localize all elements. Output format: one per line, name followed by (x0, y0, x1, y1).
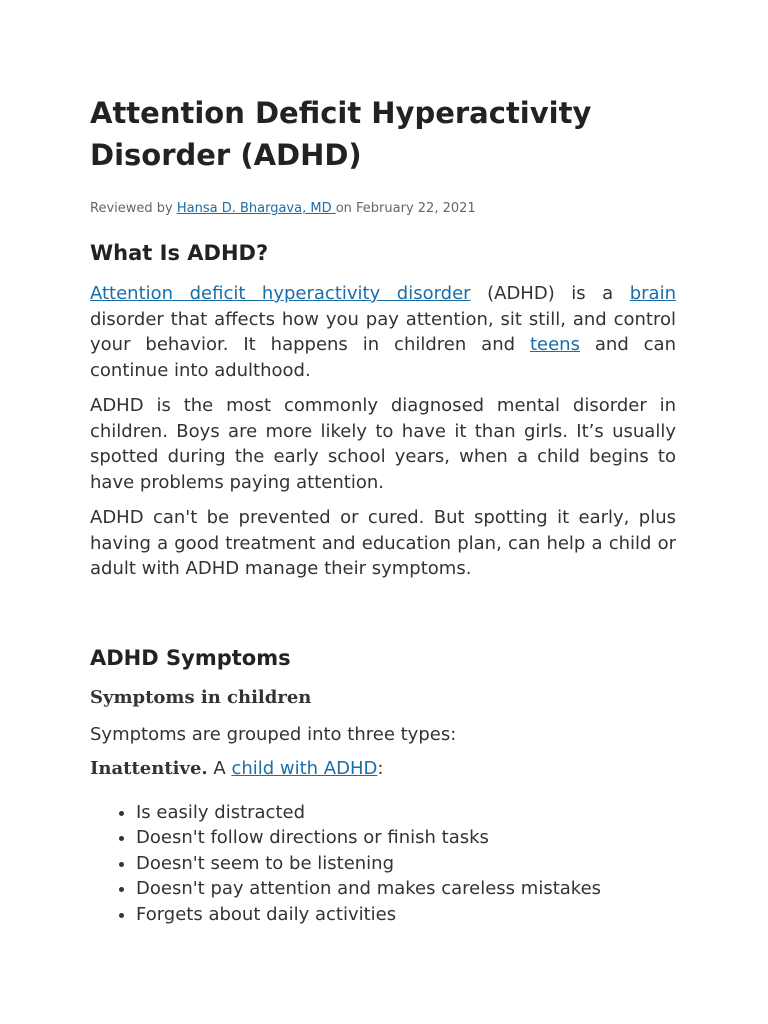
section-heading-adhd-symptoms: ADHD Symptoms (90, 645, 291, 670)
adhd-link[interactable]: Attention deficit hyperactivity disorder (90, 283, 471, 304)
article-title: Attention Deficit Hyperactivity Disorder (ADHD) (90, 96, 592, 172)
paragraph-definition (90, 281, 676, 383)
article-content (90, 92, 676, 927)
child-with-adhd-link[interactable]: child with ADHD (231, 758, 378, 779)
paragraph-treatment: ADHD can't be prevented or cured. But spotting it early, plus having a good treatment and education plan, can help a child or adult with ADHD manage their symptoms. (90, 507, 676, 579)
teens-link[interactable]: teens (529, 334, 580, 355)
subheading-symptoms-in-children: Symptoms in children (90, 686, 312, 708)
paragraph-text: : (377, 758, 384, 779)
byline-prefix: Reviewed by (90, 201, 177, 216)
reviewer-link[interactable]: Hansa D. Bhargava, MD (176, 201, 336, 216)
list-item: • Forgets about daily activities (136, 902, 676, 928)
brain-link[interactable]: brain (629, 283, 676, 304)
list-item: • Doesn't seem to be listening (136, 851, 676, 877)
inattentive-label: Inattentive. (90, 758, 208, 779)
list-item: • Doesn't follow directions or finish tasks (136, 825, 676, 851)
inattentive-symptom-list (90, 800, 676, 928)
byline (90, 200, 676, 218)
paragraph-symptom-types: Symptoms are grouped into three types: (90, 723, 457, 745)
byline-date: on February 22, 2021 (335, 201, 476, 216)
section-heading-what-is-adhd: What Is ADHD? (90, 241, 269, 265)
paragraph-text: A (207, 758, 232, 779)
paragraph-text: disorder that affects how you pay attention, sit still, and control your behavior. It happens in children and (90, 308, 676, 355)
paragraph-prevalence: ADHD is the most commonly diagnosed mental disorder in children. Boys are more likely to have it than girls. It’s usually spotted during the early school years, when a child begins to have problems paying attention. (90, 395, 676, 493)
list-item: • Is easily distracted (136, 800, 676, 826)
paragraph-inattentive (90, 756, 676, 782)
paragraph-text: and can continue into adulthood. (90, 334, 676, 381)
list-item: • Doesn't pay attention and makes careless mistakes (136, 876, 676, 902)
paragraph-text: (ADHD) is a (470, 283, 630, 304)
